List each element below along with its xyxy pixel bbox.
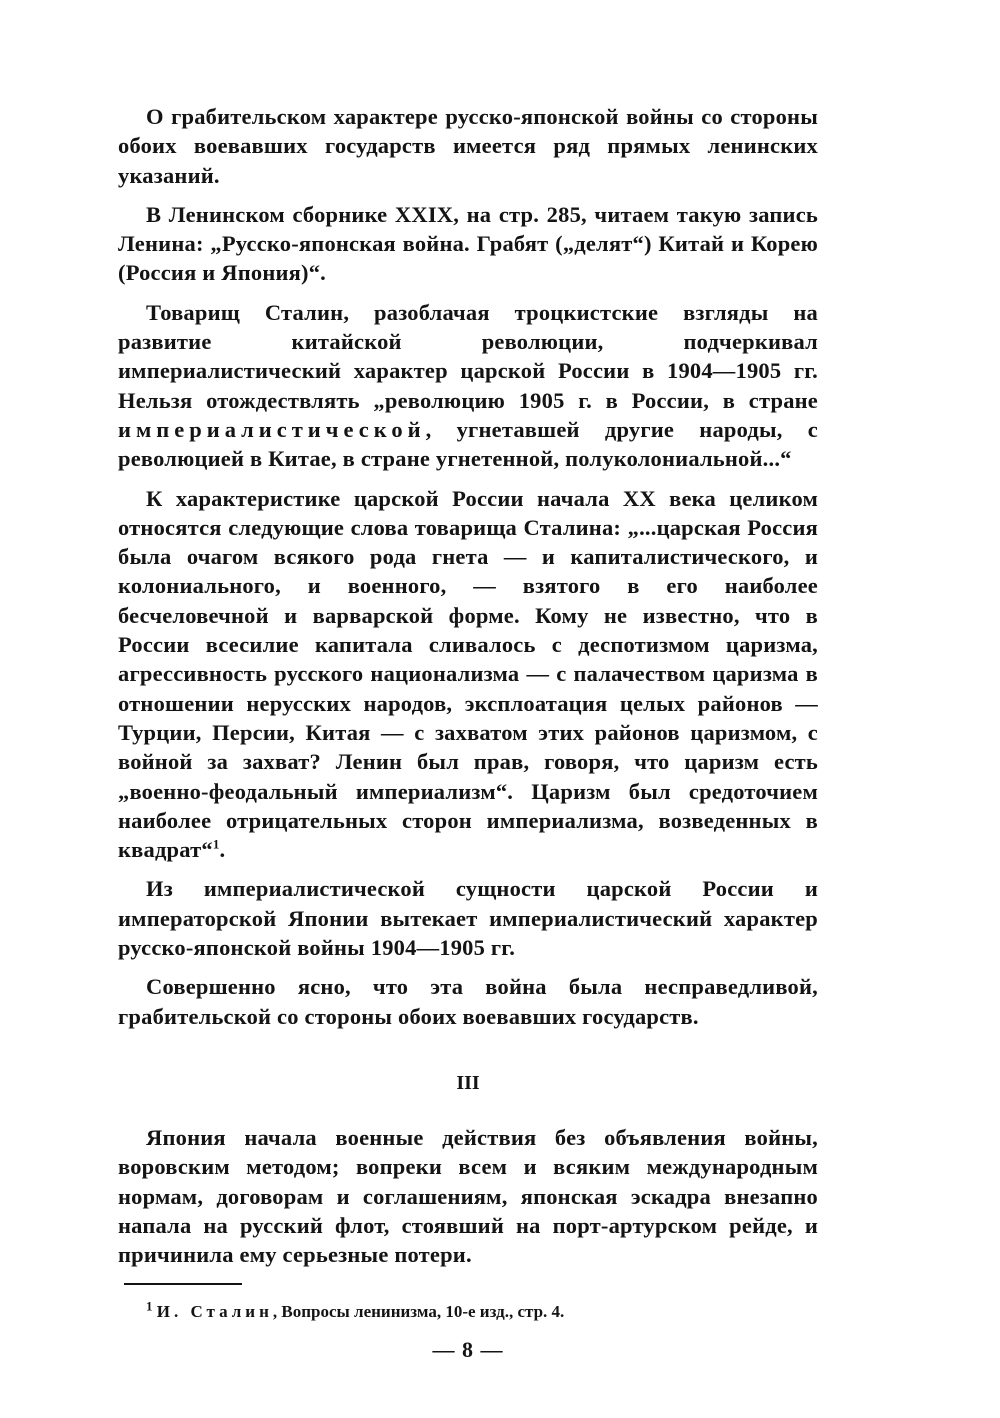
paragraph-3-text-a: Товарищ Сталин, разоблачая троцкистские взгляды на развитие китайской революции, подчеркивал империалистический характер царской России в 1904—1905 гг. Нельзя отождествлять „революцию 1905 г. в России, в стране xyxy=(118,299,818,413)
footnote-mark: 1 xyxy=(146,1298,153,1314)
page-number: — 8 — xyxy=(432,1337,504,1363)
paragraph-3 xyxy=(118,298,818,474)
paragraph-2: В Ленинском сборнике XXIX, на стр. 285, читаем такую запись Ленина: „Русско-японская война. Грабят („делят“) Китай и Корею (Россия и Япония)“. xyxy=(118,201,818,286)
paragraph-3-emphasis: империалистической xyxy=(118,416,426,442)
paragraph-7: Япония начала военные действия без объявления войны, воровским методом; вопреки всем и всяким международным нормам, договорам и соглашениям, японская эскадра внезапно напала на русский флот, стоявший на порт-артурском рейде, и причинила ему серьезные потери. xyxy=(118,1124,818,1268)
page-body xyxy=(118,102,818,1363)
paragraph-5: Из империалистической сущности царской России и императорской Японии вытекает империалистический характер русско-японской войны 1904—1905 гг. xyxy=(118,876,818,961)
paragraph-4-text: К характеристике царской России начала XX века целиком относятся следующие слова товарища Сталина: „...царская Россия была очагом всякого рода гнета — и капиталистического, и колониального, и военного, — взятого в его наиболее бесчеловечной и варварской форме. Кому не известно, что в России всесилие капитала сливалось с деспотизмом царизма, агрессивность русского национализма — с палачеством царизма в отношении нерусских народов, эксплоатация целых районов — Турции, Персии, Китая — с захватом этих районов царизмом, с войной за захват? Ленин был прав, говоря, что царизм есть „военно-феодальный империализм“. Царизм был средоточием наиболее отрицательных сторон империализма, возведенных в квадрат“ xyxy=(118,485,818,863)
paragraph-6: Совершенно ясно, что эта война была несправедливой, грабительской со стороны обоих воевавших государств. xyxy=(118,974,818,1029)
paragraph-3-text-b: , угнетавшей другие народы, с революцией в Китае, в стране угнетенной, полуколониальной...“ xyxy=(118,416,818,472)
footnote xyxy=(146,1298,818,1323)
footnote-author: И. Сталин xyxy=(156,1302,273,1322)
section-heading: III xyxy=(456,1071,480,1094)
footnote-reference[interactable]: 1 xyxy=(212,836,220,852)
footnote-text: , Вопросы ленинизма, 10-е изд., стр. 4. xyxy=(272,1302,565,1322)
footnote-divider xyxy=(124,1283,242,1285)
paragraph-4-end: . xyxy=(219,837,226,863)
paragraph-4 xyxy=(118,484,818,865)
paragraph-1: О грабительском характере русско-японской войны со стороны обоих воевавших государств имеется ряд прямых ленинских указаний. xyxy=(118,104,818,188)
